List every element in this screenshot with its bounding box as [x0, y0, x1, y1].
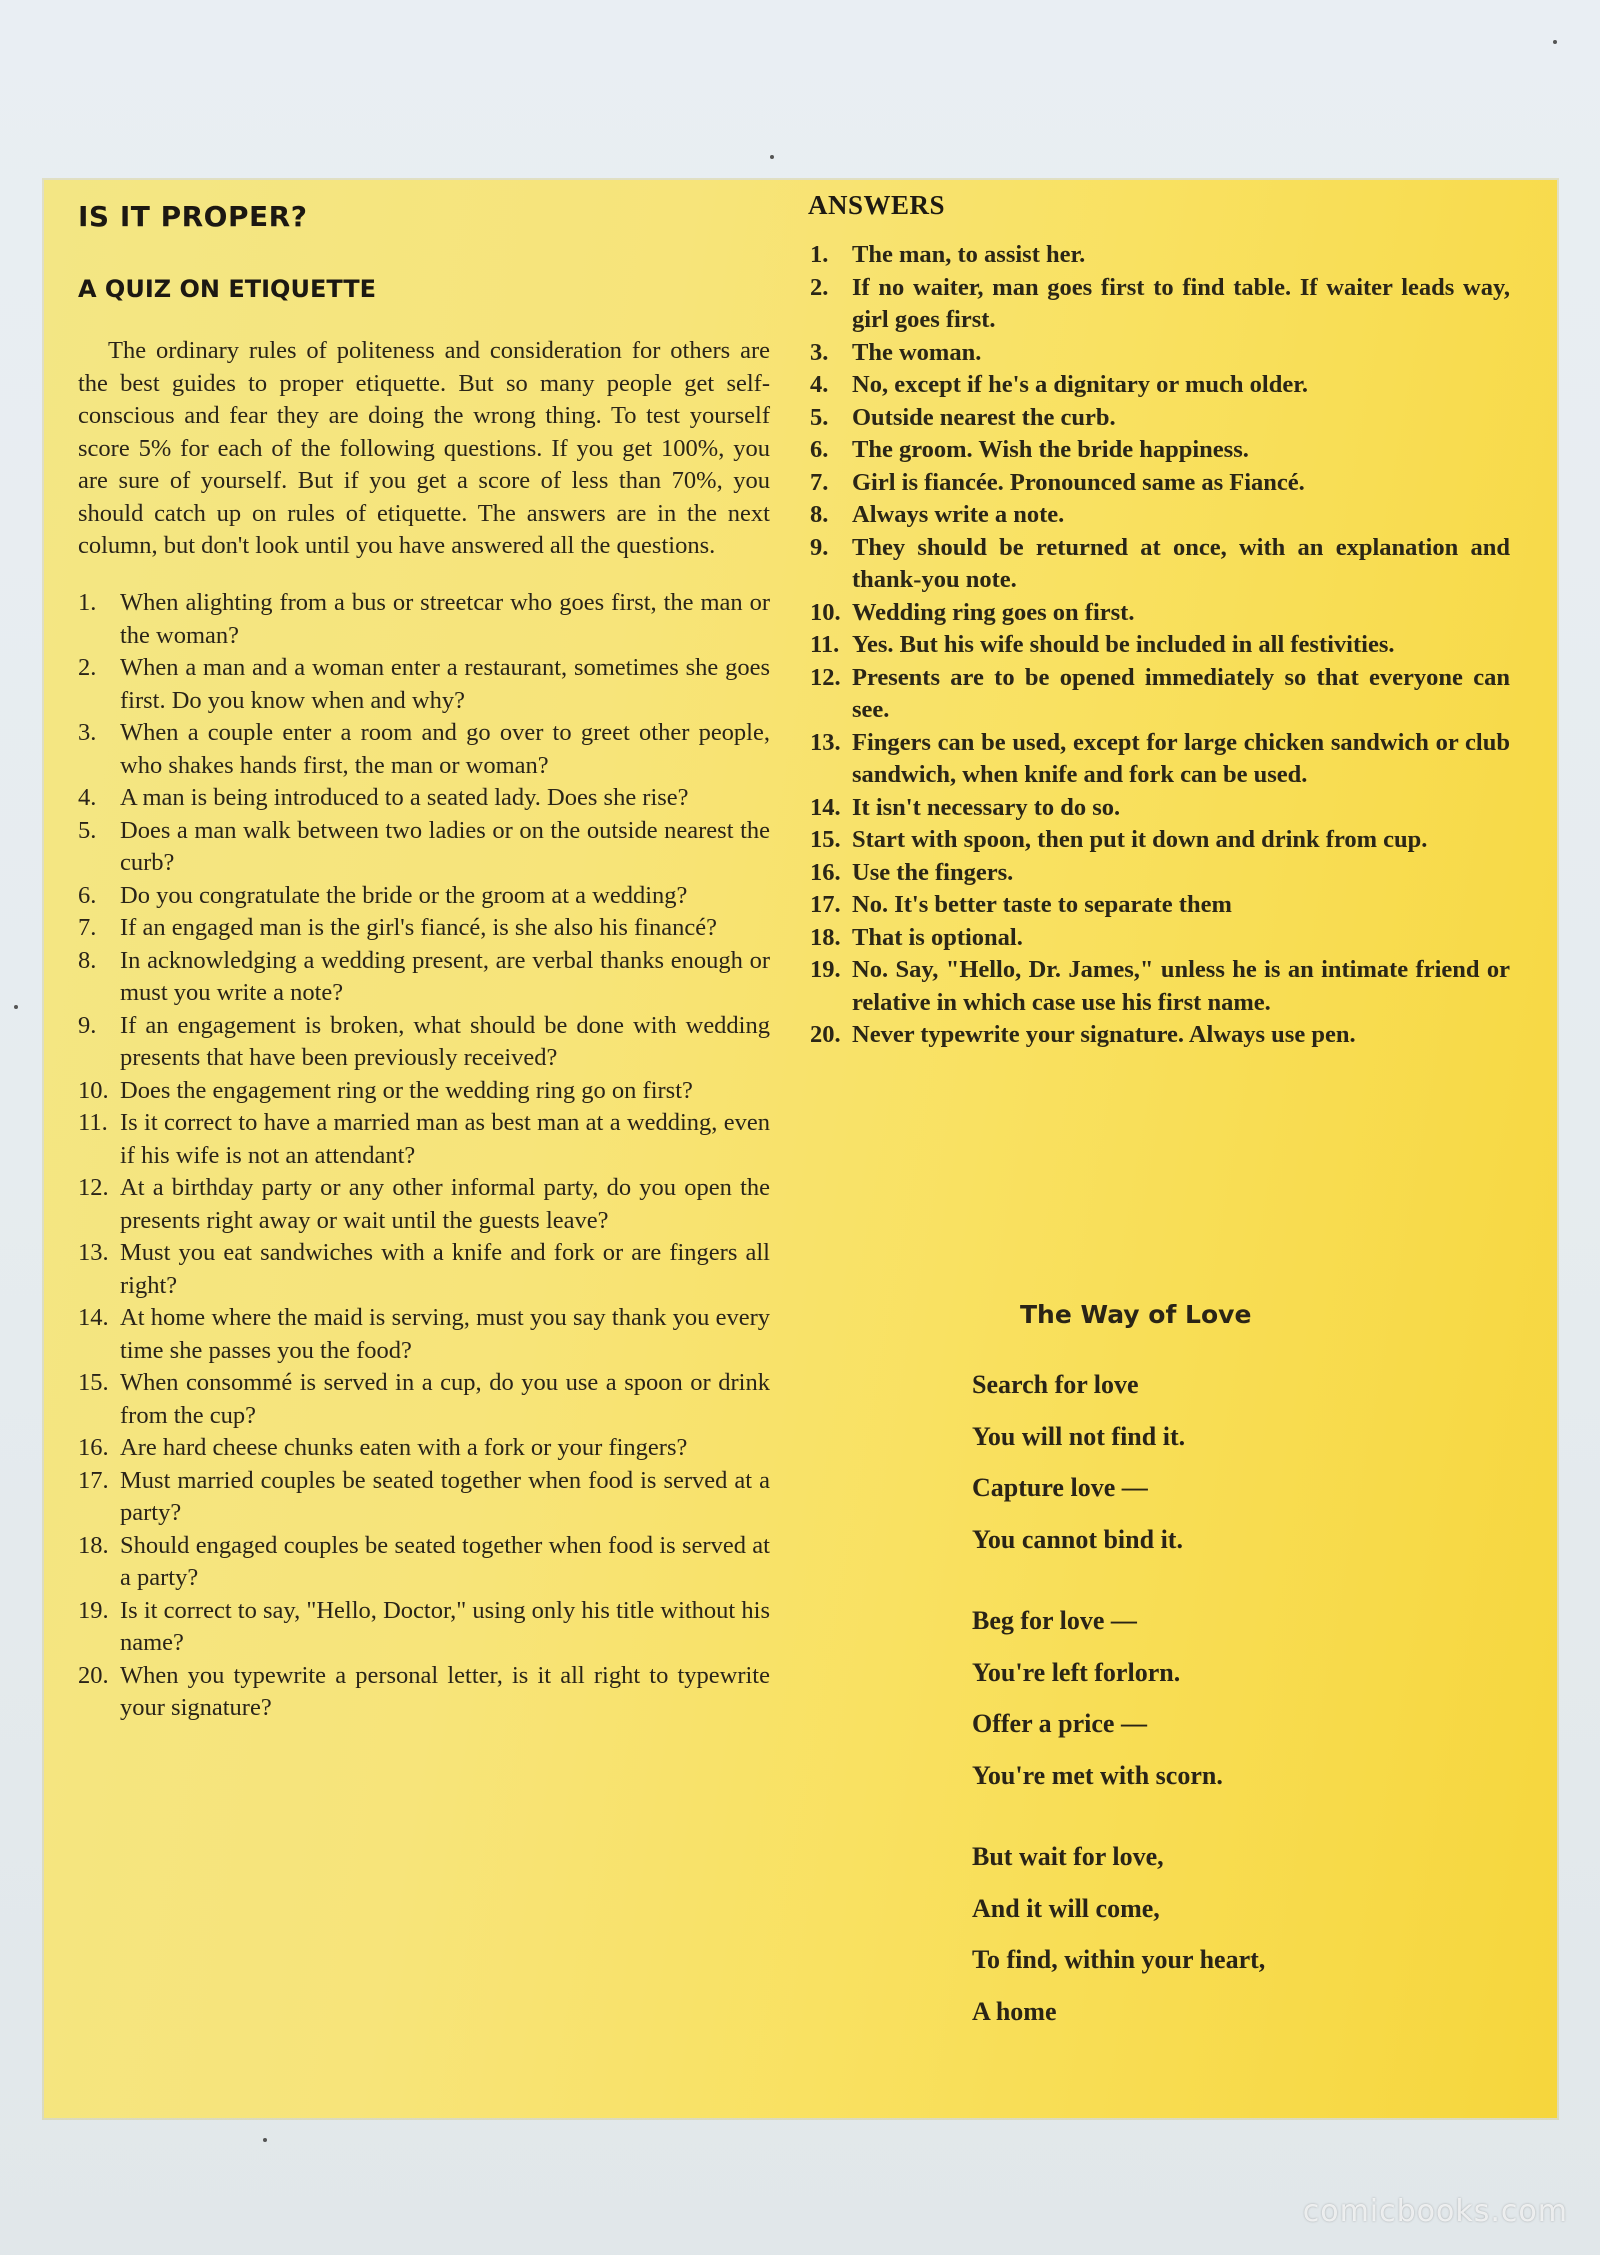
answer-item: [810, 889, 1510, 922]
question-item-text: At a birthday party or any other informal party, do you open the presents right away or wait until the guests leave?: [120, 1174, 770, 1234]
answer-item: [810, 922, 1510, 955]
answer-item-text: No. It's better taste to separate them: [852, 891, 1232, 918]
quiz-subtitle: A QUIZ ON ETIQUETTE: [78, 275, 377, 303]
poem-line: You will not find it.: [972, 1421, 1186, 1451]
question-item: [78, 1595, 770, 1660]
answer-item-number: 4.: [810, 371, 829, 398]
paper-speck: [770, 155, 774, 159]
answer-item-number: 14.: [810, 793, 841, 821]
answer-item-text: Never typewrite your signature. Always use pen.: [852, 1021, 1356, 1048]
question-item-text: When alighting from a bus or streetcar who goes first, the man or the woman?: [120, 589, 770, 649]
poem-line: You cannot bind it.: [972, 1524, 1183, 1554]
answer-item: [810, 434, 1510, 467]
poem-line: You're left forlorn.: [972, 1657, 1181, 1687]
paper-speck: [1553, 40, 1557, 44]
answer-item: [810, 272, 1510, 337]
answer-item-text: Fingers can be used, except for large chicken sandwich or club sandwich, when knife and fork can be used.: [852, 728, 1510, 788]
answer-item: [810, 824, 1510, 857]
question-item-number: 5.: [78, 816, 97, 844]
answers-column: [810, 190, 1510, 1052]
question-item-number: 11.: [78, 1109, 108, 1136]
question-item-text: When a man and a woman enter a restaurant, sometimes she goes first. Do you know when and why?: [120, 654, 770, 714]
question-item: [78, 1302, 770, 1367]
question-item-text: When consommé is served in a cup, do you use a spoon or drink from the cup?: [120, 1369, 770, 1429]
answer-item-number: 5.: [810, 403, 829, 431]
answer-item-text: Outside nearest the curb.: [852, 403, 1116, 431]
answer-item: [810, 662, 1510, 727]
answer-item-text: It isn't necessary to do so.: [852, 793, 1121, 821]
question-item-text: Does a man walk between two ladies or on the outside nearest the curb?: [120, 816, 770, 876]
answer-item-text: Yes. But his wife should be included in all festivities.: [852, 631, 1395, 658]
question-item-text: When a couple enter a room and go over to greet other people, who shakes hands first, the man or woman?: [120, 719, 770, 779]
quiz-title: IS IT PROPER?: [78, 200, 308, 233]
question-item-text: In acknowledging a wedding present, are verbal thanks enough or must you write a note?: [120, 946, 770, 1006]
quiz-intro: The ordinary rules of politeness and consideration for others are the best guides to proper etiquette. But so many people get self-conscious and fear they are doing the wrong thing. To test yourself score 5% for each of the following questions. If you get 100%, you are sure of yourself. But if you get a score of less than 70%, you should catch up on rules of etiquette. The answers are in the next column, but don't look until you have answered all the questions.: [78, 337, 770, 559]
question-item-text: Must you eat sandwiches with a knife and fork or are fingers all right?: [120, 1239, 770, 1299]
question-item-text: At home where the maid is serving, must you say thank you every time she passes you the food?: [120, 1304, 770, 1364]
poem-line: Capture love —: [972, 1473, 1148, 1502]
question-item-number: 18.: [78, 1531, 109, 1559]
poem-line: A home: [972, 1996, 1057, 2026]
poem-line: Offer a price —: [972, 1709, 1147, 1738]
question-item: [78, 717, 770, 782]
answer-list: [810, 239, 1510, 1052]
answer-item-text: The man, to assist her.: [852, 241, 1086, 268]
question-item-text: Is it correct to have a married man as best man at a wedding, even if his wife is not an attendant?: [120, 1109, 770, 1169]
question-item-text: Must married couples be seated together when food is served at a party?: [120, 1466, 770, 1526]
answer-item-number: 17.: [810, 891, 841, 918]
paper-speck: [263, 2138, 267, 2142]
answer-item-number: 20.: [810, 1021, 841, 1048]
question-item-number: 1.: [78, 589, 97, 616]
paper-speck: [14, 1005, 18, 1009]
question-item-number: 20.: [78, 1661, 109, 1689]
question-item: [78, 1107, 770, 1172]
answer-item: [810, 402, 1510, 435]
answer-item: [810, 792, 1510, 825]
question-item-number: 7.: [78, 914, 97, 941]
question-item: [78, 782, 770, 815]
poem-stanza-3: [972, 1831, 1392, 2037]
answer-item: [810, 597, 1510, 630]
question-item-text: Are hard cheese chunks eaten with a fork or your fingers?: [120, 1434, 688, 1461]
answer-item: [810, 727, 1510, 792]
question-item: [78, 1075, 770, 1108]
question-item: [78, 945, 770, 1010]
question-item-number: 8.: [78, 946, 97, 974]
answer-item-number: 1.: [810, 241, 829, 268]
answer-item-number: 12.: [810, 663, 841, 691]
answer-item: [810, 629, 1510, 662]
answer-item-text: Use the fingers.: [852, 858, 1014, 886]
site-watermark: comicbooks.com: [1302, 2194, 1568, 2229]
question-item-number: 16.: [78, 1434, 109, 1461]
poem-line: But wait for love,: [972, 1842, 1164, 1871]
question-item: [78, 1367, 770, 1432]
quiz-column: [78, 200, 770, 1725]
answer-item-text: The woman.: [852, 338, 982, 366]
answer-item-text: They should be returned at once, with an explanation and thank-you note.: [852, 533, 1510, 593]
question-item-number: 10.: [78, 1076, 109, 1104]
answer-item: [810, 1019, 1510, 1052]
question-item-number: 2.: [78, 654, 97, 681]
poem-line: And it will come,: [972, 1893, 1160, 1923]
poem-stanza-1: [972, 1359, 1392, 1565]
answer-item-number: 18.: [810, 923, 841, 951]
answer-item-number: 2.: [810, 273, 829, 301]
answer-item-text: No, except if he's a dignitary or much older.: [852, 371, 1308, 398]
answer-item-text: Wedding ring goes on first.: [852, 598, 1135, 626]
answer-item-text: Girl is fiancée. Pronounced same as Fiancé.: [852, 468, 1305, 496]
answer-item-number: 13.: [810, 728, 841, 756]
question-item-text: If an engaged man is the girl's fiancé, is she also his financé?: [120, 914, 717, 941]
poem-line: Search for love: [972, 1370, 1139, 1399]
answer-item-number: 11.: [810, 631, 840, 658]
poem-line: You're met with scorn.: [972, 1760, 1223, 1790]
question-item-number: 19.: [78, 1596, 109, 1624]
question-item: [78, 815, 770, 880]
question-item-number: 14.: [78, 1304, 109, 1331]
question-item-number: 4.: [78, 784, 97, 811]
question-item: [78, 1530, 770, 1595]
poem-line: To find, within your heart,: [972, 1945, 1266, 1974]
poem-stanza-2: [972, 1595, 1392, 1801]
question-item-text: Do you congratulate the bride or the groom at a wedding?: [120, 881, 688, 909]
answer-item: [810, 857, 1510, 890]
answer-item-text: That is optional.: [852, 923, 1023, 951]
answer-item-text: No. Say, "Hello, Dr. James," unless he is an intimate friend or relative in which case use his first name.: [852, 956, 1510, 1016]
answer-item: [810, 532, 1510, 597]
answer-item-text: Always write a note.: [852, 501, 1065, 528]
question-item-number: 6.: [78, 881, 97, 909]
question-item-text: When you typewrite a personal letter, is it all right to typewrite your signature?: [120, 1661, 770, 1721]
question-item: [78, 1660, 770, 1725]
question-item: [78, 1465, 770, 1530]
question-item: [78, 587, 770, 652]
question-item: [78, 1237, 770, 1302]
answer-item: [810, 369, 1510, 402]
question-item-number: 12.: [78, 1174, 109, 1201]
answer-item: [810, 954, 1510, 1019]
question-item-number: 13.: [78, 1239, 109, 1266]
question-item: [78, 912, 770, 945]
question-item-number: 15.: [78, 1369, 109, 1396]
answer-item: [810, 467, 1510, 500]
question-item-text: Does the engagement ring or the wedding ring go on first?: [120, 1076, 693, 1104]
question-item-text: A man is being introduced to a seated lady. Does she rise?: [120, 784, 689, 811]
answer-item-number: 7.: [810, 468, 829, 496]
answer-item-number: 9.: [810, 533, 829, 561]
poem-line: Beg for love —: [972, 1606, 1137, 1635]
answer-item: [810, 499, 1510, 532]
answer-item-number: 6.: [810, 436, 829, 463]
answer-item-text: Start with spoon, then put it down and drink from cup.: [852, 826, 1428, 853]
answer-item-number: 10.: [810, 598, 841, 626]
question-item: [78, 880, 770, 913]
question-item-number: 17.: [78, 1466, 109, 1494]
answer-item: [810, 337, 1510, 370]
question-item-number: 3.: [78, 719, 97, 746]
question-item: [78, 1010, 770, 1075]
answer-item-number: 16.: [810, 858, 841, 886]
answer-item-text: Presents are to be opened immediately so that everyone can see.: [852, 663, 1510, 723]
question-list: [78, 587, 770, 1725]
question-item-text: Is it correct to say, "Hello, Doctor," using only his title without his name?: [120, 1596, 770, 1656]
question-item-text: If an engagement is broken, what should be done with wedding presents that have been previously received?: [120, 1011, 770, 1071]
question-item-number: 9.: [78, 1011, 97, 1039]
answer-item-number: 8.: [810, 501, 829, 528]
question-item-text: Should engaged couples be seated together when food is served at a party?: [120, 1531, 770, 1591]
answer-item-number: 19.: [810, 956, 841, 983]
poem-title: The Way of Love: [1020, 1300, 1252, 1329]
answer-item-number: 3.: [810, 338, 829, 366]
answers-title: ANSWERS: [808, 190, 946, 220]
question-item: [78, 1172, 770, 1237]
question-item: [78, 1432, 770, 1465]
answer-item: [810, 239, 1510, 272]
poem: [972, 1300, 1392, 2037]
answer-item-number: 15.: [810, 826, 841, 853]
question-item: [78, 652, 770, 717]
answer-item-text: If no waiter, man goes first to find table. If waiter leads way, girl goes first.: [852, 273, 1510, 333]
answer-item-text: The groom. Wish the bride happiness.: [852, 436, 1249, 463]
